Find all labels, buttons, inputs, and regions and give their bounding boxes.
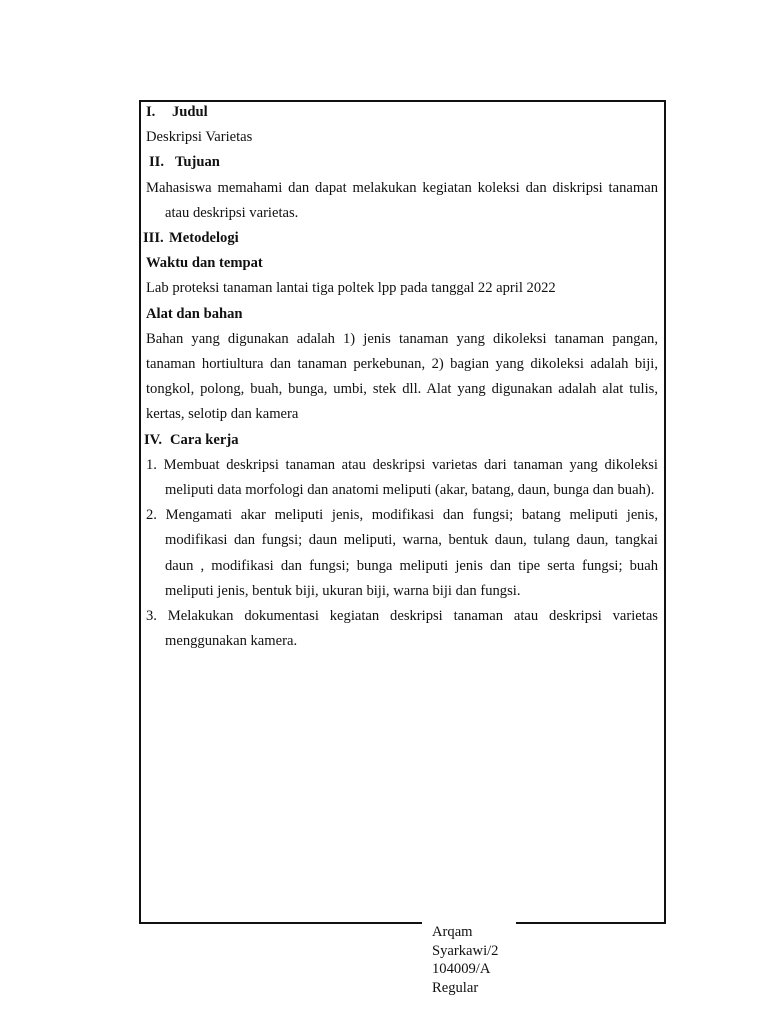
- author-line: Arqam: [432, 924, 473, 940]
- heading-tujuan: [149, 150, 658, 175]
- tujuan-text: Mahasiswa memahami dan dapat melakukan kegiatan koleksi dan diskripsi tanaman atau deskripsi varietas.: [146, 179, 658, 221]
- document-body: [143, 100, 658, 654]
- heading-title: Judul: [172, 104, 208, 120]
- heading-metodelogi: [143, 226, 658, 251]
- alat-text: Bahan yang digunakan adalah 1) jenis tanaman yang dikoleksi tanaman pangan, tanaman hortiultura dan tanaman perkebunan, 2) bagian yang dikoleksi adalah biji, tongkol, polong, buah, bunga, umbi, stek dll. Alat yang digunakan adalah alat tulis, kertas, selotip dan kamera: [146, 330, 658, 423]
- subheading-alat: Alat dan bahan: [146, 305, 243, 322]
- author-block: [432, 923, 532, 997]
- list-item: 1. Membuat deskripsi tanaman atau deskripsi varietas dari tanaman yang dikoleksi meliputi data morfologi dan anatomi meliputi (akar, batang, daun, bunga dan buah).: [146, 456, 658, 499]
- subheading-waktu: Waktu dan tempat: [146, 255, 263, 272]
- heading-number: I.: [146, 104, 156, 120]
- list-item: 3. Melakukan dokumentasi kegiatan deskripsi tanaman atau deskripsi varietas menggunakan kamera.: [146, 608, 658, 650]
- heading-cara-kerja: [144, 428, 658, 453]
- heading-number: II.: [149, 154, 165, 171]
- waktu-text: Lab proteksi tanaman lantai tiga poltek lpp pada tanggal 22 april 2022: [146, 280, 556, 297]
- heading-number: IV.: [144, 431, 162, 448]
- heading-title: Cara kerja: [170, 431, 239, 448]
- author-line: Regular: [432, 979, 479, 996]
- author-line: Syarkawi/2: [432, 942, 499, 959]
- list-item: 2. Mengamati akar meliputi jenis, modifikasi dan fungsi; batang meliputi jenis, modifikasi dan fungsi; daun meliputi, warna, bentuk daun, tulang daun, tangkai daun , modifikasi dan fungsi; bunga meliputi jenis dan tipe serta fungsi; buah meliputi jenis, bentuk biji, ukuran biji, warna biji dan fungsi.: [146, 507, 658, 599]
- judul-text: Deskripsi Varietas: [146, 129, 253, 146]
- heading-judul: [146, 100, 658, 125]
- heading-title: Tujuan: [175, 154, 220, 171]
- author-line: 104009/A: [432, 961, 491, 978]
- heading-title: Metodelogi: [169, 230, 239, 247]
- heading-number: III.: [143, 230, 164, 247]
